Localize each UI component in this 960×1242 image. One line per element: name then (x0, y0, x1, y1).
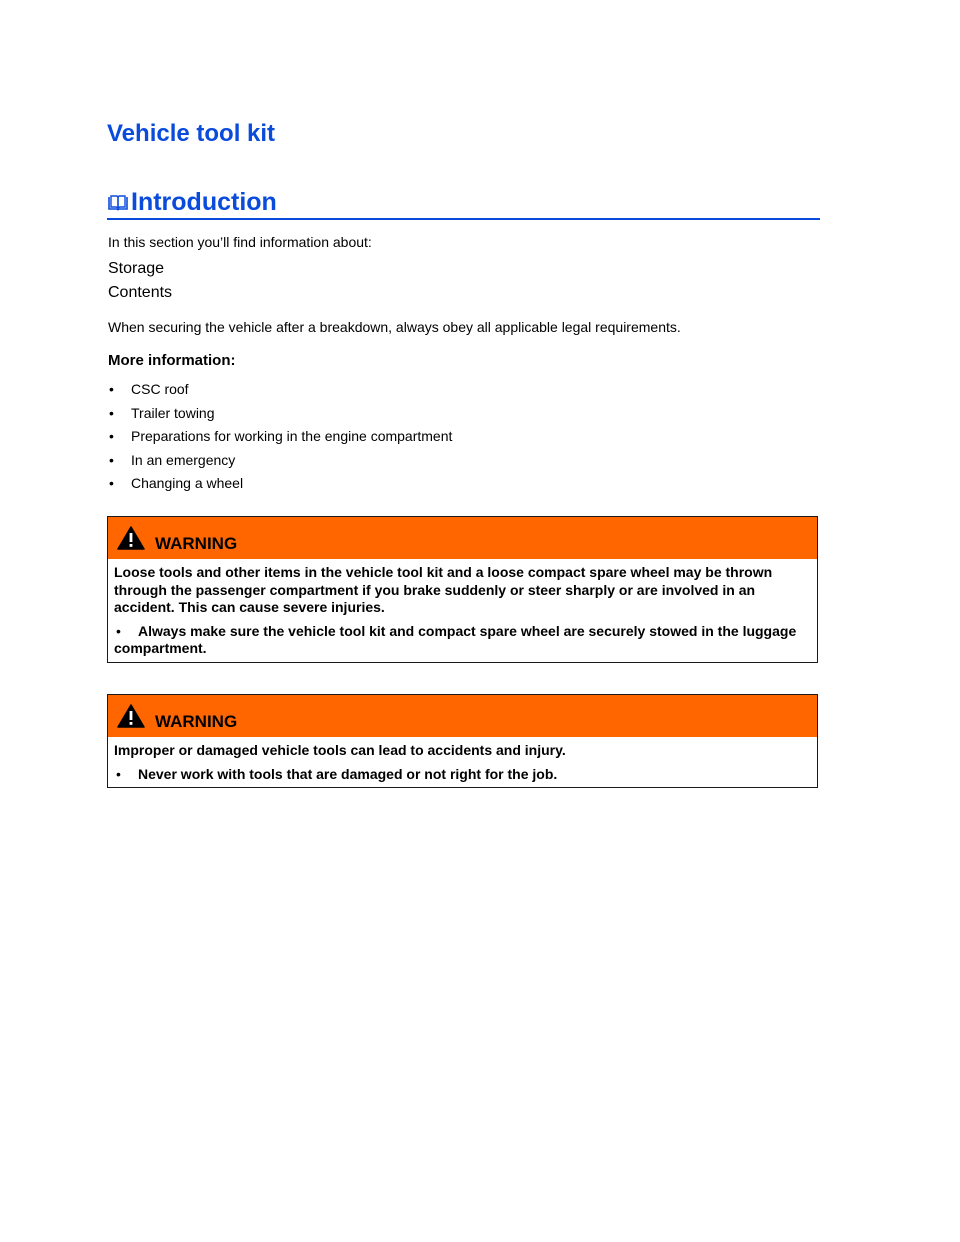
book-icon (107, 194, 129, 212)
section-heading (107, 186, 820, 220)
list-item[interactable] (108, 380, 452, 404)
warning-bullet-text: Always make sure the vehicle tool kit and compact spare wheel are securely stowed in the luggage compartment. (114, 622, 797, 656)
warning-body (108, 737, 817, 783)
warning-text: Loose tools and other items in the vehicle tool kit and a loose compact spare wheel may be thrown through the passenger compartment if you brake suddenly or steer sharply or are involved in an accident. This can cause severe injuries. (114, 564, 773, 615)
warning-box (107, 516, 818, 663)
legal-note: When securing the vehicle after a breakdown, always obey all applicable legal requirements. (108, 319, 681, 335)
list-item[interactable] (108, 474, 452, 498)
list-item[interactable] (108, 404, 452, 428)
warning-label: WARNING (155, 712, 238, 731)
list-item-label: CSC roof (131, 381, 189, 397)
list-item-label: Preparations for working in the engine compartment (131, 428, 453, 444)
list-item-label: Trailer towing (131, 404, 215, 421)
list-item-label: In an emergency (131, 451, 236, 468)
section-title: Introduction (131, 188, 277, 216)
warning-bullet (114, 623, 811, 658)
bullet: • (109, 475, 114, 491)
page-title: Vehicle tool kit (107, 120, 276, 147)
intro-text: In this section you’ll find information about: (108, 234, 372, 250)
list-item-label: Changing a wheel (131, 475, 244, 491)
warning-box (107, 694, 818, 788)
warning-text: Improper or damaged vehicle tools can lead to accidents and injury. (114, 742, 566, 758)
more-info-heading: More information: (108, 352, 236, 369)
bullet: • (116, 622, 121, 639)
topic-link-storage[interactable]: Storage (108, 260, 165, 277)
bullet: • (109, 404, 114, 421)
warning-header (108, 695, 817, 737)
list-item[interactable] (108, 451, 452, 475)
bullet: • (109, 381, 114, 397)
bullet: • (109, 428, 114, 444)
warning-triangle-icon (117, 704, 145, 728)
warning-bullet (114, 766, 811, 784)
bullet: • (116, 765, 121, 782)
warning-bullet-text: Never work with tools that are damaged or not right for the job. (138, 765, 558, 782)
more-info-list (108, 380, 452, 498)
bullet: • (109, 451, 114, 468)
warning-header (108, 517, 817, 559)
list-item[interactable] (108, 427, 452, 451)
topic-link-contents[interactable]: Contents (108, 284, 173, 301)
warning-label: WARNING (155, 534, 238, 553)
warning-triangle-icon (117, 526, 145, 550)
warning-body (108, 559, 817, 658)
